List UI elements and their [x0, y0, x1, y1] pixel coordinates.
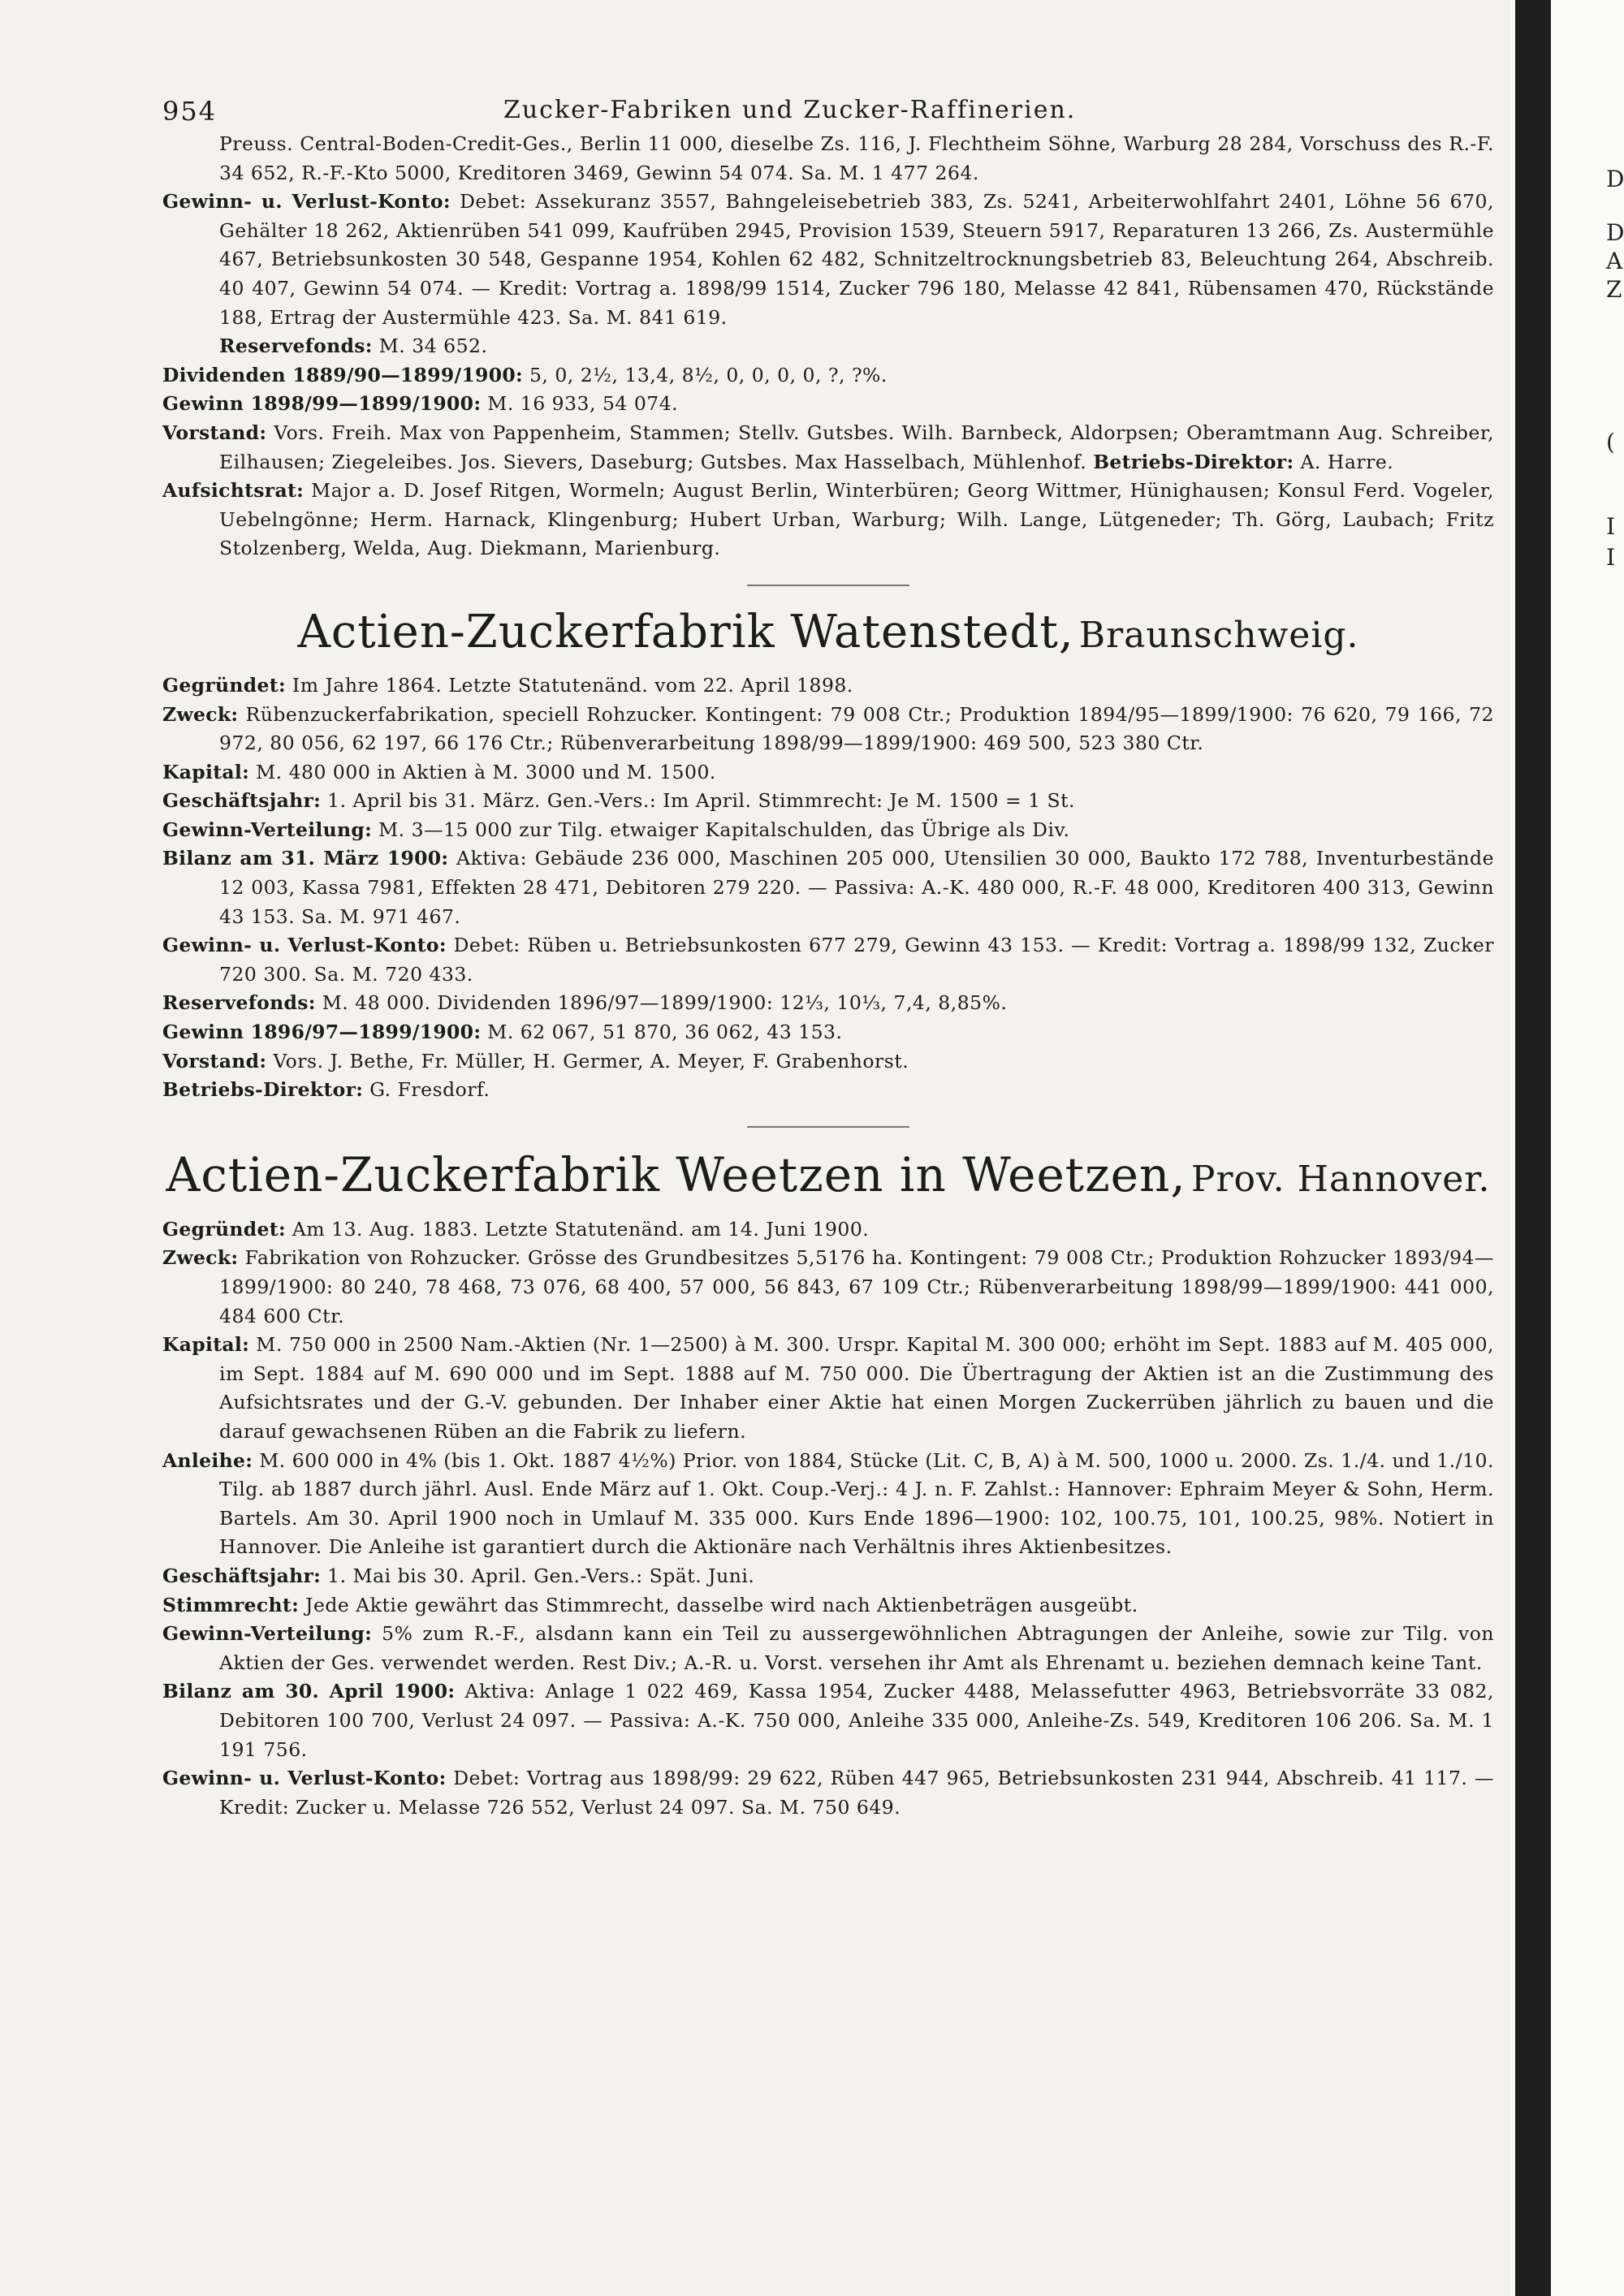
entry: [162, 1764, 1494, 1822]
entry-key: Dividenden 1889/90—1899/1900:: [162, 363, 523, 386]
company-name: Actien-Zuckerfabrik Weetzen in Weetzen,: [166, 1146, 1186, 1202]
entry-key: Gegründet:: [162, 1217, 286, 1241]
entry-text: Am 13. Aug. 1883. Letzte Statutenänd. am 14. Juni 1900.: [292, 1217, 870, 1241]
gutter-letter: (: [1606, 429, 1615, 455]
entry-text: 5% zum R.-F., alsdann kann ein Teil zu aussergewöhnlichen Abtragungen der Anleihe, sowie zur Tilg. von Aktien der Ges. verwendet werden. Rest Div.; A.-R. u. Vorst. versehen ihr Amt als Ehrenamt u. beziehen demnach keine Tant.: [219, 1622, 1494, 1674]
company-entry-weetzen: [162, 1215, 1494, 1822]
entry-key: Gewinn 1898/99—1899/1900:: [162, 392, 482, 416]
entry-key: Reservefonds:: [162, 991, 316, 1015]
page-number: 954: [162, 96, 218, 127]
company-location: Braunschweig.: [1078, 614, 1359, 656]
entry: [162, 1215, 1494, 1245]
gutter-letter: D: [1606, 219, 1624, 246]
entry-text: M. 34 652.: [378, 334, 488, 358]
entry-key: Kapital:: [162, 760, 250, 783]
entry-text: Major a. D. Josef Ritgen, Wormeln; August Berlin, Winterbüren; Georg Wittmer, Hünighausen; Konsul Ferd. Vogeler, Uebelngönne; Herm. Harnack, Klingenburg; Hubert Urban, Warburg; Wilh. Lange, Lütgeneder; Th. Görg, Laubach; Fritz Stolzenberg, Welda, Aug. Diekmann, Marienburg.: [219, 479, 1494, 560]
entry-key: Anleihe:: [162, 1448, 253, 1472]
entry-text: Debet: Rüben u. Betriebsunkosten 677 279, Gewinn 43 153. — Kredit: Vortrag a. 1898/99 132, Zucker 720 300. Sa. M. 720 433.: [219, 934, 1494, 986]
entry-text: Debet: Vortrag aus 1898/99: 29 622, Rüben 447 965, Betriebsunkosten 231 944, Abschreib. 41 117. — Kredit: Zucker u. Melasse 726 552, Verlust 24 097. Sa. M. 750 649.: [219, 1767, 1494, 1819]
entry-text: G. Fresdorf.: [369, 1078, 490, 1102]
entry: [162, 1447, 1494, 1562]
entry: [162, 1620, 1494, 1677]
entry-key: Reservefonds:: [219, 334, 373, 358]
entry: [162, 787, 1494, 816]
entry: [162, 1591, 1494, 1621]
entry: [162, 130, 1494, 188]
entry-text: A. Harre.: [1300, 450, 1394, 473]
entry-key: Betriebs-Direktor:: [162, 1078, 364, 1102]
page-column: [162, 84, 1494, 1822]
entry: [162, 701, 1494, 758]
entry: [162, 1331, 1494, 1446]
entry: [162, 1562, 1494, 1591]
entry-text: M. 750 000 in 2500 Nam.-Aktien (Nr. 1—2500) à M. 300. Urspr. Kapital M. 300 000; erhöht im Sept. 1883 auf M. 405 000, im Sept. 1884 auf M. 690 000 und im Sept. 1888 auf M. 750 000. Die Übertragung der Aktien ist an die Zustimmung des Aufsichtsrates und der G.-V. gebunden. Der Inhaber einer Aktie hat einen Morgen Zuckerrüben jährlich zu bauen und die darauf gewachsenen Rüben an die Fabrik zu liefern.: [219, 1333, 1494, 1443]
continuation-block: [162, 130, 1494, 563]
entry: [162, 989, 1494, 1018]
entry-key: Kapital:: [162, 1333, 250, 1357]
entry-text: M. 62 067, 51 870, 36 062, 43 153.: [487, 1021, 843, 1044]
section-divider: [747, 585, 909, 586]
entry-text: Aktiva: Gebäude 236 000, Maschinen 205 000, Utensilien 30 000, Baukto 172 788, Inventurbestände 12 003, Kassa 7981, Effekten 28 471, Debitoren 279 220. — Passiva: A.-K. 480 000, R.-F. 48 000, Kreditoren 400 313, Gewinn 43 153. Sa. M. 971 467.: [219, 847, 1494, 928]
section-divider: [747, 1126, 909, 1128]
entry-key: Gewinn- u. Verlust-Konto:: [162, 934, 447, 957]
entry-key: Bilanz am 30. April 1900:: [162, 1680, 456, 1703]
entry-text: M. 16 933, 54 074.: [487, 392, 679, 416]
entry-key: Vorstand:: [162, 421, 267, 444]
running-header: [162, 84, 1494, 130]
entry-text: M. 480 000 in Aktien à M. 3000 und M. 1500.: [256, 760, 716, 783]
entry-key: Gewinn-Verteilung:: [162, 1622, 373, 1646]
entry-text: M. 48 000. Dividenden 1896/97—1899/1900: 12⅓, 10⅓, 7,4, 8,85%.: [322, 991, 1008, 1015]
company-location: Prov. Hannover.: [1190, 1158, 1491, 1200]
entry: [162, 361, 1494, 391]
entry-text: Vors. Freih. Max von Pappenheim, Stammen; Stellv. Gutsbes. Wilh. Barnbeck, Aldorpsen; Oberamtmann Aug. Schreiber, Eilhausen; Ziegeleibes. Jos. Sievers, Daseburg; Gutsbes. Max Hasselbach, Mühlenhof.: [219, 421, 1494, 473]
entry-key: Betriebs-Direktor:: [1093, 450, 1294, 473]
entry: [162, 931, 1494, 989]
entry-text: M. 3—15 000 zur Tilg. etwaiger Kapitalschulden, das Übrige als Div.: [378, 818, 1070, 841]
entry-key: Stimmrecht:: [162, 1593, 300, 1616]
entry: [162, 1018, 1494, 1047]
entry-key: Zweck:: [162, 702, 239, 726]
entry-text: 1. Mai bis 30. April. Gen.-Vers.: Spät. Juni.: [327, 1564, 755, 1587]
entry: [162, 332, 1494, 361]
entry-key: Geschäftsjahr:: [162, 1564, 322, 1587]
entry: [162, 419, 1494, 477]
entry-key: Bilanz am 31. März 1900:: [162, 847, 449, 870]
company-name: Actien-Zuckerfabrik Watenstedt,: [297, 605, 1074, 658]
gutter-letter: Z: [1606, 276, 1622, 303]
entry-key: Gewinn 1896/97—1899/1900:: [162, 1021, 482, 1044]
entry: [162, 1076, 1494, 1105]
entry: [162, 816, 1494, 845]
entry-key: Geschäftsjahr:: [162, 789, 322, 813]
entry-key: Gegründet:: [162, 673, 286, 697]
company-heading: [162, 606, 1494, 658]
gutter-letter: A: [1606, 248, 1623, 274]
binding-shadow: [1515, 0, 1551, 2296]
entry-text: Debet: Assekuranz 3557, Bahngeleisebetrieb 383, Zs. 5241, Arbeiterwohlfahrt 2401, Löhne 56 670, Gehälter 18 262, Aktienrüben 541 099, Kaufrüben 2945, Provision 1539, Steuern 5917, Reparaturen 13 266, Zs. Austermühle 467, Betriebsunkosten 30 548, Gespanne 1954, Kohlen 62 482, Schnitzeltrocknungsbetrieb 83, Beleuchtung 264, Abschreib. 40 407, Gewinn 54 074. — Kredit: Vortrag a. 1898/99 1514, Zucker 796 180, Melasse 42 841, Rübensamen 470, Rückstände 188, Ertrag der Austermühle 423. Sa. M. 841 619.: [219, 190, 1494, 329]
entry-text: 1. April bis 31. März. Gen.-Vers.: Im April. Stimmrecht: Je M. 1500 = 1 St.: [327, 789, 1076, 813]
entry-text: Preuss. Central-Boden-Credit-Ges., Berlin 11 000, dieselbe Zs. 116, J. Flechtheim Söhne, Warburg 28 284, Vorschuss des R.-F. 34 652, R.-F.-Kto 5000, Kreditoren 3469, Gewinn 54 074. Sa. M. 1 477 264.: [219, 132, 1494, 184]
entry: [162, 671, 1494, 701]
entry-text: Im Jahre 1864. Letzte Statutenänd. vom 22. April 1898.: [292, 673, 853, 697]
entry: [162, 1244, 1494, 1331]
entry: [162, 844, 1494, 931]
entry: [162, 758, 1494, 788]
entry-text: Vors. J. Bethe, Fr. Müller, H. Germer, A. Meyer, F. Grabenhorst.: [273, 1049, 909, 1072]
running-title: Zucker-Fabriken und Zucker-Raffinerien.: [503, 96, 1077, 124]
entry-key: Gewinn-Verteilung:: [162, 818, 373, 841]
gutter-letter: I: [1606, 513, 1616, 540]
entry-text: Jede Aktie gewährt das Stimmrecht, dasselbe wird nach Aktienbeträgen ausgeübt.: [305, 1593, 1138, 1616]
entry-key: Vorstand:: [162, 1049, 267, 1072]
entry: [162, 188, 1494, 332]
entry: [162, 390, 1494, 419]
entry: [162, 1677, 1494, 1764]
entry: [162, 477, 1494, 563]
company-heading: [162, 1147, 1494, 1202]
entry-key: Gewinn- u. Verlust-Konto:: [162, 1767, 447, 1790]
entry-text: Fabrikation von Rohzucker. Grösse des Grundbesitzes 5,5176 ha. Kontingent: 79 008 Ctr.; Produktion Rohzucker 1893/94—1899/1900: 80 240, 78 468, 73 076, 68 400, 57 000, 56 843, 67 109 Ctr.; Rübenverarbeitung 1898/99—1899/1900: 441 000, 484 600 Ctr.: [219, 1246, 1494, 1327]
entry-text: Aktiva: Anlage 1 022 469, Kassa 1954, Zucker 4488, Melassefutter 4963, Betriebsvorräte 33 082, Debitoren 100 700, Verlust 24 097. — Passiva: A.-K. 750 000, Anleihe 335 000, Anleihe-Zs. 549, Kreditoren 106 206. Sa. M. 1 191 756.: [219, 1680, 1494, 1761]
gutter-letter: D: [1606, 166, 1624, 192]
gutter-letter: I: [1606, 544, 1616, 571]
company-entry-watenstedt: [162, 671, 1494, 1105]
entry-text: M. 600 000 in 4% (bis 1. Okt. 1887 4½%) Prior. von 1884, Stücke (Lit. C, B, A) à M. 500, 1000 u. 2000. Zs. 1./4. und 1./10. Tilg. ab 1887 durch jährl. Ausl. Ende März auf 1. Okt. Coup.-Verj.: 4 J. n. F. Zahlst.: Hannover: Ephraim Meyer & Sohn, Herm. Bartels. Am 30. April 1900 noch in Umlauf M. 335 000. Kurs Ende 1896—1900: 102, 100.75, 101, 100.25, 98%. Notiert in Hannover. Die Anleihe ist garantiert durch die Aktionäre nach Verhältnis ihres Aktienbesitzes.: [219, 1448, 1494, 1559]
entry-key: Aufsichtsrat:: [162, 479, 304, 503]
entry-key: Gewinn- u. Verlust-Konto:: [162, 190, 451, 214]
entry-text: 5, 0, 2½, 13,4, 8½, 0, 0, 0, 0, ?, ?%.: [529, 363, 888, 386]
entry-key: Zweck:: [162, 1246, 239, 1270]
entry: [162, 1047, 1494, 1077]
entry-text: Rübenzuckerfabrikation, speciell Rohzucker. Kontingent: 79 008 Ctr.; Produktion 1894/95—1899/1900: 76 620, 79 166, 72 972, 80 056, 62 197, 66 176 Ctr.; Rübenverarbeitung 1898/99—1899/1900: 469 500, 523 380 Ctr.: [219, 702, 1494, 755]
